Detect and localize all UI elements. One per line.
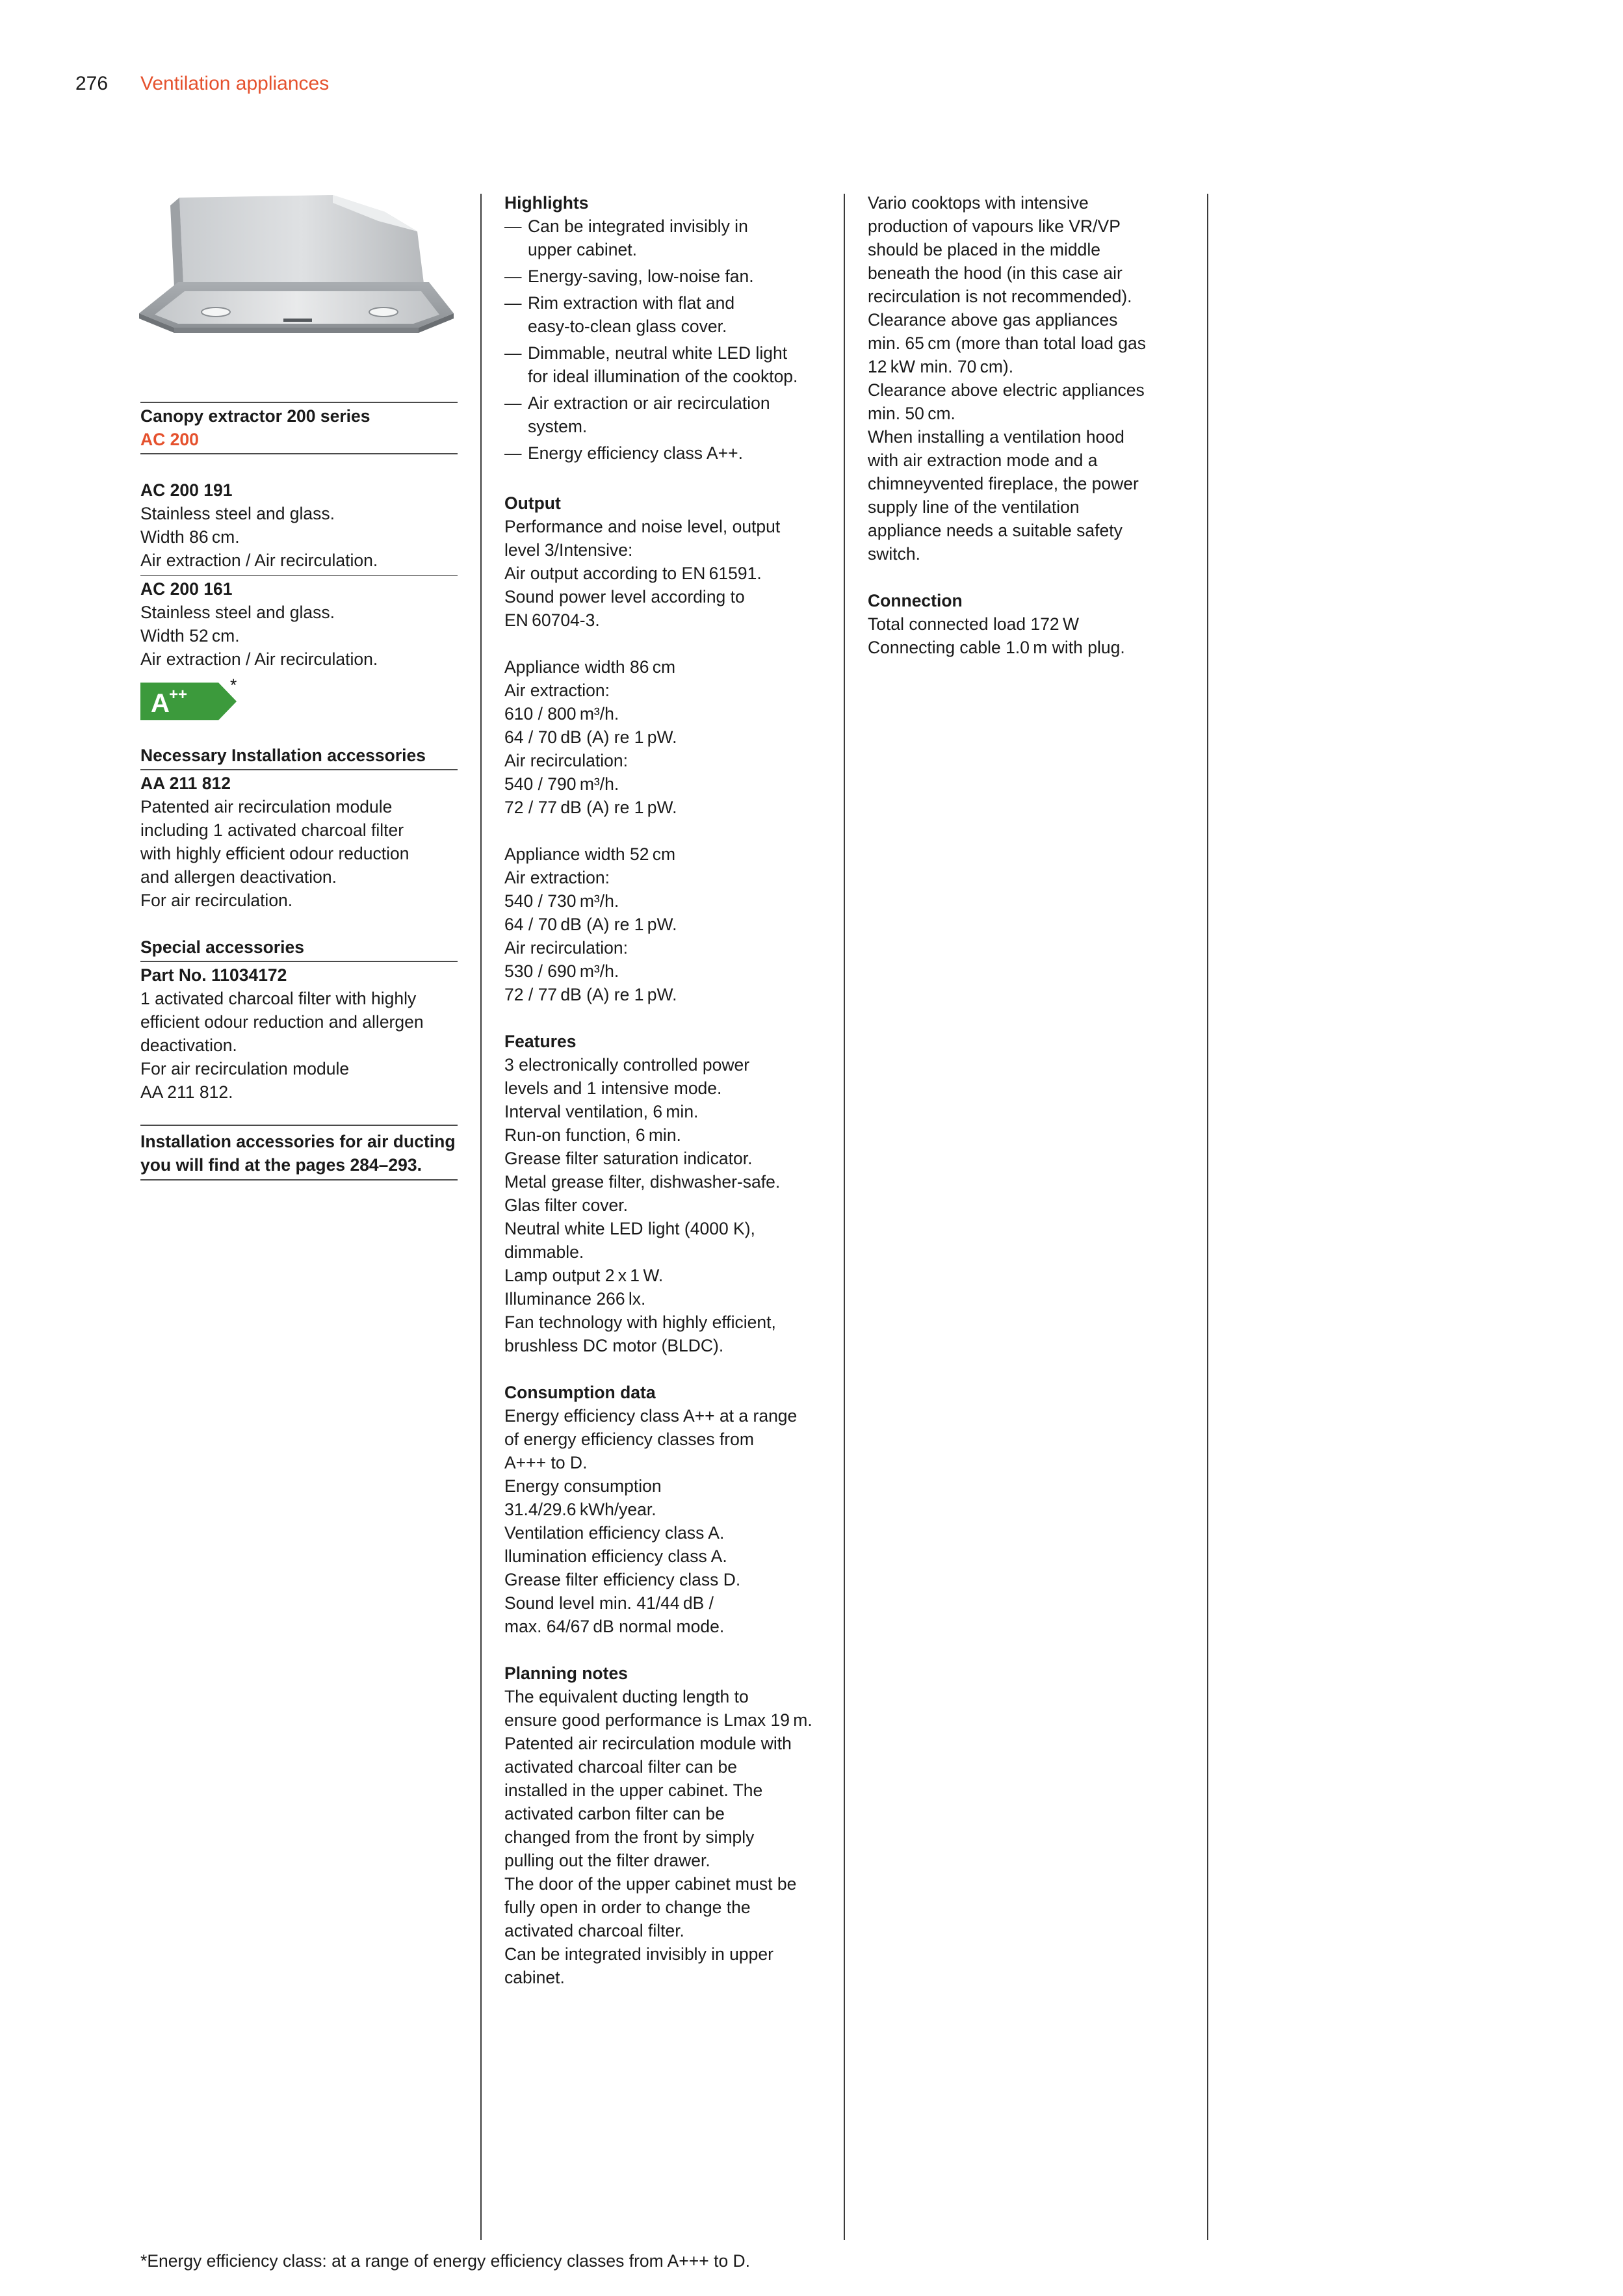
output-line: 72 / 77 dB (A) re 1 pW. xyxy=(504,985,677,1004)
consumption-line: of energy efficiency classes from xyxy=(504,1429,754,1449)
feature-line: Run-on function, 6 min. xyxy=(504,1125,681,1145)
output-line: 610 / 800 m³/h. xyxy=(504,704,619,724)
series-top-rule xyxy=(140,402,458,403)
output-line: Sound power level according to xyxy=(504,587,745,607)
connection-title: Connection xyxy=(868,591,963,610)
consumption-line: max. 64/67 dB normal mode. xyxy=(504,1617,725,1636)
vario-line: 12 kW min. 70 cm). xyxy=(868,357,1014,376)
planning-line: ensure good performance is Lmax 19 m. xyxy=(504,1710,812,1730)
feature-line: levels and 1 intensive mode. xyxy=(504,1078,722,1098)
vario-line: should be placed in the middle xyxy=(868,240,1100,259)
consumption-line: Grease filter efficiency class D. xyxy=(504,1570,741,1589)
output-line: Air extraction: xyxy=(504,868,610,887)
series-name: Canopy extractor 200 series xyxy=(140,406,370,426)
necessary-rule xyxy=(140,769,458,770)
highlight-item: — Energy efficiency class A++. xyxy=(504,441,829,465)
vario-line: switch. xyxy=(868,544,920,564)
variant-line: Width 52 cm. xyxy=(140,626,240,646)
variant-divider xyxy=(140,575,458,576)
energy-label-plus: ++ xyxy=(169,686,188,703)
ducting-top-rule xyxy=(140,1125,458,1126)
variant-line: Width 86 cm. xyxy=(140,527,240,547)
highlights-list xyxy=(504,215,829,465)
output-line: Air recirculation: xyxy=(504,751,628,770)
right-column xyxy=(868,191,1193,659)
features-title: Features xyxy=(504,1032,577,1051)
planning-line: installed in the upper cabinet. The xyxy=(504,1781,763,1800)
feature-line: 3 electronically controlled power xyxy=(504,1055,750,1075)
section-title: Ventilation appliances xyxy=(140,73,330,94)
vario-line: supply line of the ventilation xyxy=(868,497,1080,517)
middle-column xyxy=(504,191,829,1989)
consumption-line: Ventilation efficiency class A. xyxy=(504,1523,725,1543)
vario-line: recirculation is not recommended). xyxy=(868,287,1132,306)
vario-line: When installing a ventilation hood xyxy=(868,427,1124,447)
accessory-line: including 1 activated charcoal filter xyxy=(140,820,404,840)
highlight-item: — Rim extraction with flat and easy-to-clean glass cover. xyxy=(504,291,829,338)
special-rule xyxy=(140,961,458,962)
accessory-code: AA 211 812 xyxy=(140,774,231,793)
feature-line: Lamp output 2 x 1 W. xyxy=(504,1266,664,1285)
variant-line: Stainless steel and glass. xyxy=(140,603,335,622)
accessory-line: Patented air recirculation module xyxy=(140,797,393,816)
vario-line: min. 50 cm. xyxy=(868,404,955,423)
ducting-note xyxy=(140,1130,459,1177)
highlight-item: — Air extraction or air recirculation system. xyxy=(504,391,829,438)
consumption-title: Consumption data xyxy=(504,1383,656,1402)
output-line: Performance and noise level, output xyxy=(504,517,781,536)
planning-line: changed from the front by simply xyxy=(504,1827,755,1847)
planning-line: activated charcoal filter can be xyxy=(504,1757,737,1777)
vario-line: beneath the hood (in this case air xyxy=(868,263,1123,283)
consumption-line: 31.4/29.6 kWh/year. xyxy=(504,1500,656,1519)
variant-1 xyxy=(140,478,459,572)
energy-label-badge xyxy=(140,683,238,720)
output-line: 530 / 690 m³/h. xyxy=(504,961,619,981)
output-line: Air recirculation: xyxy=(504,938,628,958)
variant-line: Air extraction / Air recirculation. xyxy=(140,649,378,669)
vario-line: min. 65 cm (more than total load gas xyxy=(868,333,1147,353)
column-divider xyxy=(480,194,482,2240)
vario-line: Clearance above electric appliances xyxy=(868,380,1145,400)
planning-line: The equivalent ducting length to xyxy=(504,1687,749,1706)
vario-line: with air extraction mode and a xyxy=(868,450,1098,470)
highlight-item: — Dimmable, neutral white LED light for ideal illumination of the cooktop. xyxy=(504,341,829,388)
output-line: Appliance width 52 cm xyxy=(504,844,676,864)
necessary-accessories xyxy=(140,772,459,912)
consumption-line: A+++ to D. xyxy=(504,1453,588,1472)
accessory-line: efficient odour reduction and allergen xyxy=(140,1012,424,1032)
ducting-note-line: you will find at the pages 284–293. xyxy=(140,1155,422,1175)
accessory-line: 1 activated charcoal filter with highly xyxy=(140,989,417,1008)
planning-line: activated charcoal filter. xyxy=(504,1921,684,1940)
output-line: 72 / 77 dB (A) re 1 pW. xyxy=(504,798,677,817)
vario-line: Clearance above gas appliances xyxy=(868,310,1118,330)
planning-title: Planning notes xyxy=(504,1663,628,1683)
series-bottom-rule xyxy=(140,453,458,454)
consumption-line: llumination efficiency class A. xyxy=(504,1546,727,1566)
highlights-title: Highlights xyxy=(504,193,589,213)
accessory-code: Part No. 11034172 xyxy=(140,965,287,985)
footnote: *Energy efficiency class: at a range of energy efficiency classes from A+++ to D. xyxy=(140,2251,751,2271)
planning-line: Can be integrated invisibly in upper xyxy=(504,1944,773,1964)
planning-line: activated carbon filter can be xyxy=(504,1804,725,1823)
vario-line: Vario cooktops with intensive xyxy=(868,193,1089,213)
column-divider xyxy=(1207,194,1208,2240)
output-line: Air output according to EN 61591. xyxy=(504,564,762,583)
planning-line: pulling out the filter drawer. xyxy=(504,1851,710,1870)
ducting-bottom-rule xyxy=(140,1179,458,1181)
feature-line: Illuminance 266 lx. xyxy=(504,1289,646,1309)
vario-line: appliance needs a suitable safety xyxy=(868,521,1123,540)
feature-line: Neutral white LED light (4000 K), xyxy=(504,1219,755,1238)
highlight-item: — Can be integrated invisibly in upper cabinet. xyxy=(504,215,829,261)
page-number: 276 xyxy=(75,73,109,94)
output-line: Air extraction: xyxy=(504,681,610,700)
output-title: Output xyxy=(504,493,561,513)
canopy-extractor-image xyxy=(138,192,458,348)
special-accessories xyxy=(140,963,459,1104)
planning-line: fully open in order to change the xyxy=(504,1898,751,1917)
output-line: Appliance width 86 cm xyxy=(504,657,676,677)
feature-line: Fan technology with highly efficient, xyxy=(504,1312,776,1332)
connection-line: Total connected load 172 W xyxy=(868,614,1079,634)
ducting-note-line: Installation accessories for air ducting xyxy=(140,1132,456,1151)
output-line: 540 / 790 m³/h. xyxy=(504,774,619,794)
output-line: 64 / 70 dB (A) re 1 pW. xyxy=(504,727,677,747)
feature-line: Metal grease filter, dishwasher-safe. xyxy=(504,1172,781,1192)
consumption-line: Energy consumption xyxy=(504,1476,662,1496)
accessory-line: deactivation. xyxy=(140,1036,237,1055)
consumption-line: Energy efficiency class A++ at a range xyxy=(504,1406,798,1426)
variant-code: AC 200 161 xyxy=(140,579,233,599)
feature-line: Interval ventilation, 6 min. xyxy=(504,1102,699,1121)
output-line: 64 / 70 dB (A) re 1 pW. xyxy=(504,915,677,934)
necessary-accessories-title: Necessary Installation accessories xyxy=(140,746,426,765)
feature-line: Grease filter saturation indicator. xyxy=(504,1149,753,1168)
feature-line: Glas filter cover. xyxy=(504,1195,628,1215)
planning-line: cabinet. xyxy=(504,1968,565,1987)
model-name: AC 200 xyxy=(140,430,199,449)
vario-line: production of vapours like VR/VP xyxy=(868,216,1121,236)
accessory-line: AA 211 812. xyxy=(140,1082,233,1102)
highlight-item: — Energy-saving, low-noise fan. xyxy=(504,265,829,288)
column-divider xyxy=(844,194,845,2240)
feature-line: brushless DC motor (BLDC). xyxy=(504,1336,724,1355)
accessory-line: For air recirculation module xyxy=(140,1059,350,1078)
accessory-line: For air recirculation. xyxy=(140,891,293,910)
accessory-line: with highly efficient odour reduction xyxy=(140,844,409,863)
variant-code: AC 200 191 xyxy=(140,480,233,500)
variant-line: Stainless steel and glass. xyxy=(140,504,335,523)
output-line: level 3/Intensive: xyxy=(504,540,633,560)
feature-line: dimmable. xyxy=(504,1242,584,1262)
variant-2 xyxy=(140,577,459,671)
energy-label-star: * xyxy=(230,675,237,695)
planning-line: Patented air recirculation module with xyxy=(504,1734,792,1753)
accessory-line: and allergen deactivation. xyxy=(140,867,337,887)
special-accessories-title: Special accessories xyxy=(140,937,304,957)
planning-line: The door of the upper cabinet must be xyxy=(504,1874,797,1894)
output-line: 540 / 730 m³/h. xyxy=(504,891,619,911)
output-line: EN 60704-3. xyxy=(504,610,600,630)
consumption-line: Sound level min. 41/44 dB / xyxy=(504,1593,714,1613)
energy-label-letter: A xyxy=(151,689,170,718)
variant-line: Air extraction / Air recirculation. xyxy=(140,551,378,570)
left-column xyxy=(140,404,459,451)
vario-line: chimneyvented fireplace, the power xyxy=(868,474,1139,493)
connection-line: Connecting cable 1.0 m with plug. xyxy=(868,638,1125,657)
